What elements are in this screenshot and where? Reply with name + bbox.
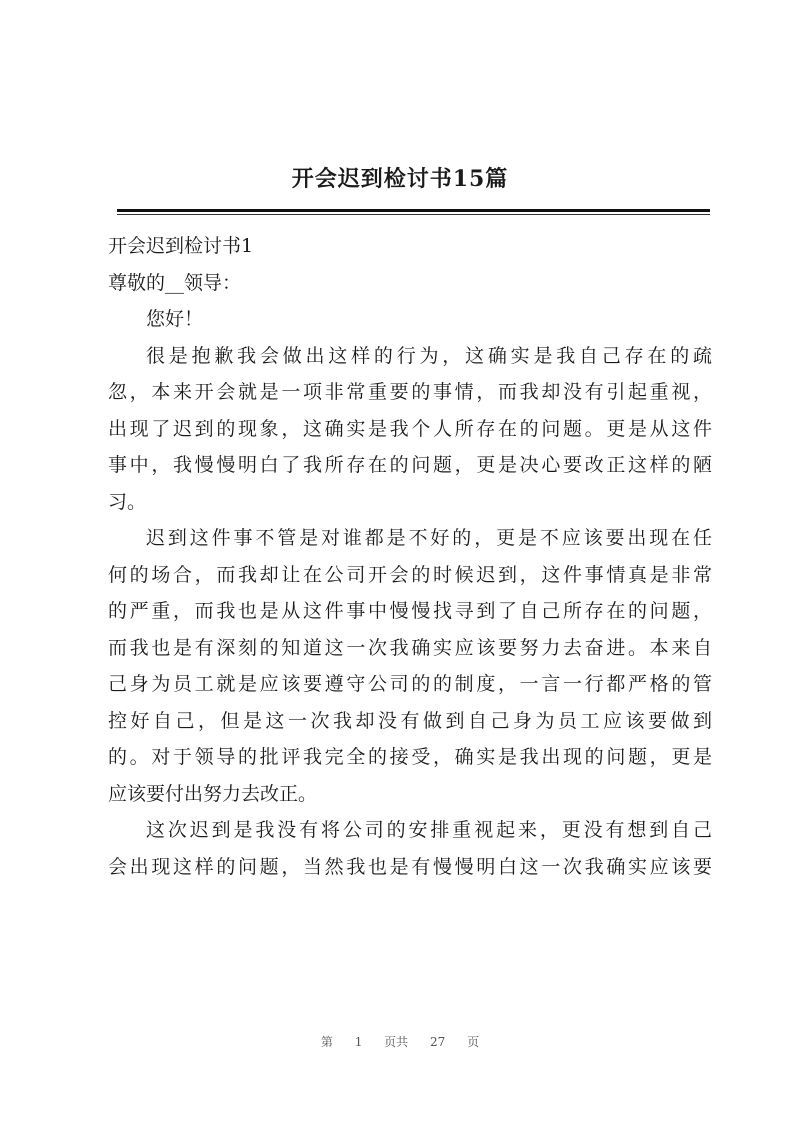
paragraph-line: 的严重，而我也是从这件事中慢慢找寻到了自己所存在的问题， <box>108 600 712 622</box>
paragraph-2 <box>108 520 712 812</box>
paragraph-line: 迟到这件事不管是对谁都是不好的，更是不应该要出现在任 <box>146 527 712 549</box>
paragraph-3 <box>108 812 712 885</box>
page-title: 开会迟到检讨书15篇 <box>291 166 509 192</box>
paragraph-line: 的。对于领导的批评我完全的接受，确实是我出现的问题，更是 <box>108 746 712 768</box>
paragraph-line: 事中，我慢慢明白了我所存在的问题，更是决心要改正这样的陋 <box>108 454 712 476</box>
document-body <box>108 228 712 885</box>
paragraph-1 <box>108 338 712 521</box>
paragraph-line: 应该要付出努力去改正。 <box>108 782 318 805</box>
paragraph-line: 出现了迟到的现象，这确实是我个人所存在的问题。更是从这件 <box>108 417 712 440</box>
footer-middle: 页共 <box>384 1035 409 1049</box>
footer-prefix: 第 <box>320 1035 333 1049</box>
paragraph-line: 忽，本来开会就是一项非常重要的事情，而我却没有引起重视， <box>108 381 712 403</box>
footer-suffix: 页 <box>467 1035 480 1049</box>
paragraph-line: 控好自己，但是这一次我却没有做到自己身为员工应该要做到 <box>108 709 712 732</box>
footer-page-number: 1 <box>354 1035 363 1049</box>
paragraph-line: 己身为员工就是应该要遵守公司的的制度，一言一行都严格的管 <box>108 673 712 695</box>
footer-total-pages: 27 <box>430 1035 446 1049</box>
salutation: 尊敬的__领导： <box>108 271 242 294</box>
paragraph-line: 很是抱歉我会做出这样的行为，这确实是我自己存在的疏 <box>146 344 712 367</box>
paragraph-line: 何的场合，而我却让在公司开会的时候迟到，这件事情真是非常 <box>108 563 712 586</box>
paragraph-line: 这次迟到是我没有将公司的安排重视起来，更没有想到自己 <box>146 819 712 841</box>
paragraph-line: 而我也是有深刻的知道这一次我确实应该要努力去奋进。本来自 <box>108 636 712 659</box>
title-divider <box>117 209 710 212</box>
paragraph-line: 习。 <box>108 490 147 513</box>
page-footer <box>0 1033 800 1050</box>
greeting: 您好！ <box>146 308 204 330</box>
paragraph-line: 会出现这样的问题，当然我也是有慢慢明白这一次我确实应该要 <box>108 855 712 878</box>
section-heading: 开会迟到检讨书1 <box>108 235 254 257</box>
title-divider-thin <box>117 214 710 215</box>
